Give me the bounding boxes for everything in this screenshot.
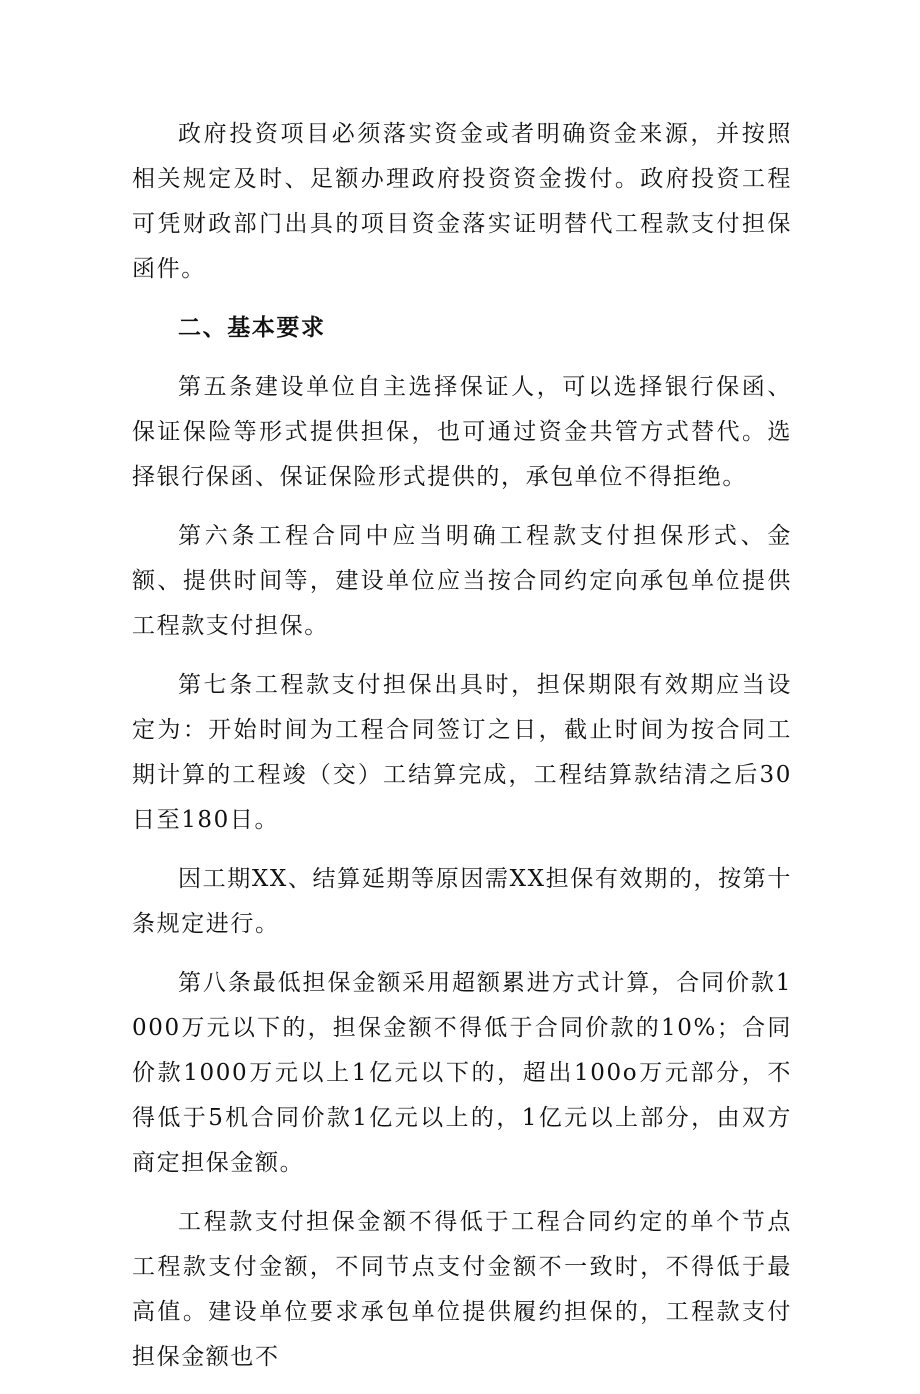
paragraph-article-8: 第八条最低担保金额采用超额累进方式计算，合同价款1000万元以下的，担保金额不得低于合同价款的10%；合同价款1000万元以上1亿元以下的，超出100o万元部分，不得低于5机合同价款1亿元以上的，1亿元以上部分，由双方商定担保金额。 — [132, 970, 792, 1176]
section-heading: 二、基本要求 — [178, 315, 326, 341]
paragraph-extension: 因工期XX、结算延期等原因需XX担保有效期的，按第十条规定进行。 — [132, 866, 792, 937]
paragraph-minimum-amount: 工程款支付担保金额不得低于工程合同约定的单个节点工程款支付金额，不同节点支付金额不一致时，不得低于最高值。建设单位要求承包单位提供履约担保的，工程款支付担保金额也不 — [132, 1209, 792, 1370]
paragraph-article-6: 第六条工程合同中应当明确工程款支付担保形式、金额、提供时间等，建设单位应当按合同约定向承包单位提供工程款支付担保。 — [132, 523, 792, 639]
paragraph-article-5: 第五条建设单位自主选择保证人，可以选择银行保函、保证保险等形式提供担保，也可通过资金共管方式替代。选择银行保函、保证保险形式提供的，承包单位不得拒绝。 — [132, 374, 792, 490]
paragraph-article-7: 第七条工程款支付担保出具时，担保期限有效期应当设定为：开始时间为工程合同签订之日，截止时间为按合同工期计算的工程竣（交）工结算完成，工程结算款结清之后30日至180日。 — [132, 672, 792, 833]
document-body — [132, 112, 792, 1394]
paragraph-funding: 政府投资项目必须落实资金或者明确资金来源，并按照相关规定及时、足额办理政府投资资金拨付。政府投资工程可凭财政部门出具的项目资金落实证明替代工程款支付担保函件。 — [132, 121, 792, 282]
